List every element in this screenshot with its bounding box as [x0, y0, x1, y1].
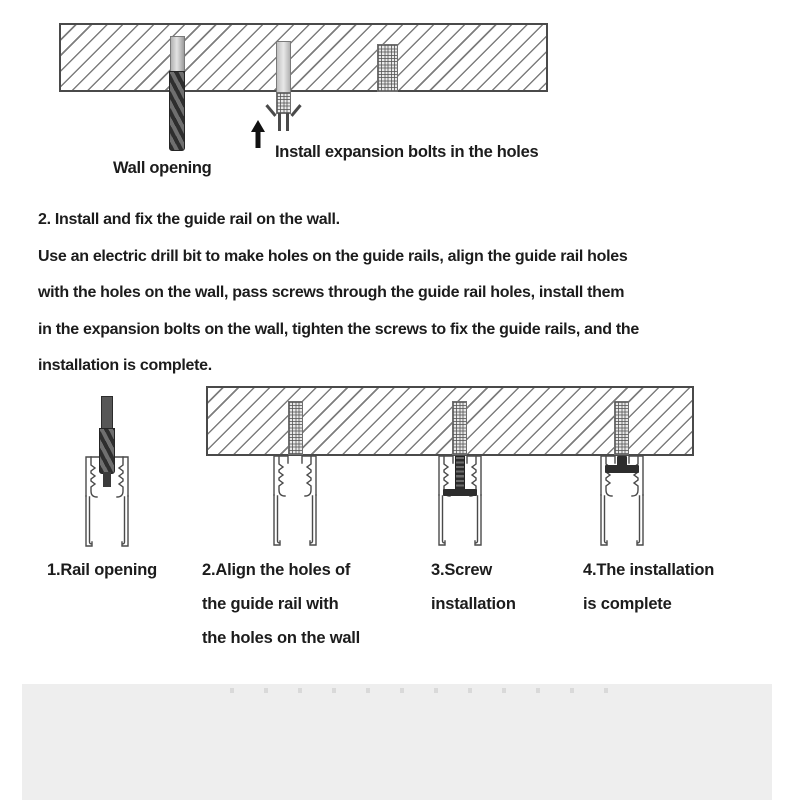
caption-line: installation [431, 595, 516, 613]
step4-caption [583, 553, 714, 621]
instructions-line: Use an electric drill bit to make holes on the guide rails, align the guide rail holes [38, 247, 628, 265]
caption-line: 4.The installation [583, 561, 715, 579]
screw-shaft-icon [455, 456, 465, 490]
step3-caption [431, 553, 516, 621]
expansion-bolt-icon [452, 401, 467, 455]
caption-line: 2.Align the holes of [202, 561, 351, 579]
caption-line: 3.Screw [431, 561, 492, 579]
expansion-bolt-wing-icon [290, 104, 301, 117]
drill-bit-tip-icon [103, 472, 111, 487]
expansion-bolt-tail-icon [278, 113, 281, 131]
instructions-text [38, 202, 783, 385]
caption-line: is complete [583, 595, 672, 613]
wall-cross-section-top-icon [59, 23, 548, 92]
wall-opening-label: Wall opening [113, 159, 212, 177]
caption-line: the holes on the wall [202, 629, 361, 647]
instructions-line: with the holes on the wall, pass screws through the guide rail holes, install them [38, 284, 625, 302]
step2-caption [202, 553, 360, 655]
expansion-bolt-icon [614, 401, 629, 455]
instructions-line: installation is complete. [38, 357, 212, 375]
expansion-bolt-wing-icon [265, 104, 276, 117]
arrow-up-icon [250, 120, 266, 148]
faded-watermark-marks [230, 688, 620, 693]
caption-line: the guide rail with [202, 595, 339, 613]
drill-bit-flute-icon [169, 71, 185, 151]
instructions-heading: 2. Install and fix the guide rail on the wall. [38, 211, 340, 228]
footer-gray-block [22, 684, 772, 800]
install-bolts-label: Install expansion bolts in the holes [275, 143, 539, 161]
caption-line: 1.Rail opening [47, 561, 157, 579]
expansion-bolt-icon [276, 41, 291, 93]
expansion-bolt-tail-icon [286, 113, 289, 131]
expansion-bolt-icon [288, 401, 303, 455]
drill-bit-flute-icon [99, 428, 115, 474]
screw-head-icon [443, 489, 477, 496]
rail-profile-icon [272, 455, 318, 547]
step1-caption [47, 553, 157, 587]
screw-head-icon [605, 465, 639, 473]
drill-bit-icon [170, 36, 185, 74]
instructions-line: in the expansion bolts on the wall, tighten the screws to fix the guide rails, and the [38, 320, 639, 338]
expansion-bolt-sleeve-icon [276, 92, 291, 114]
drill-bit-icon [101, 396, 113, 430]
expansion-bolt-inserted-icon [377, 44, 398, 92]
